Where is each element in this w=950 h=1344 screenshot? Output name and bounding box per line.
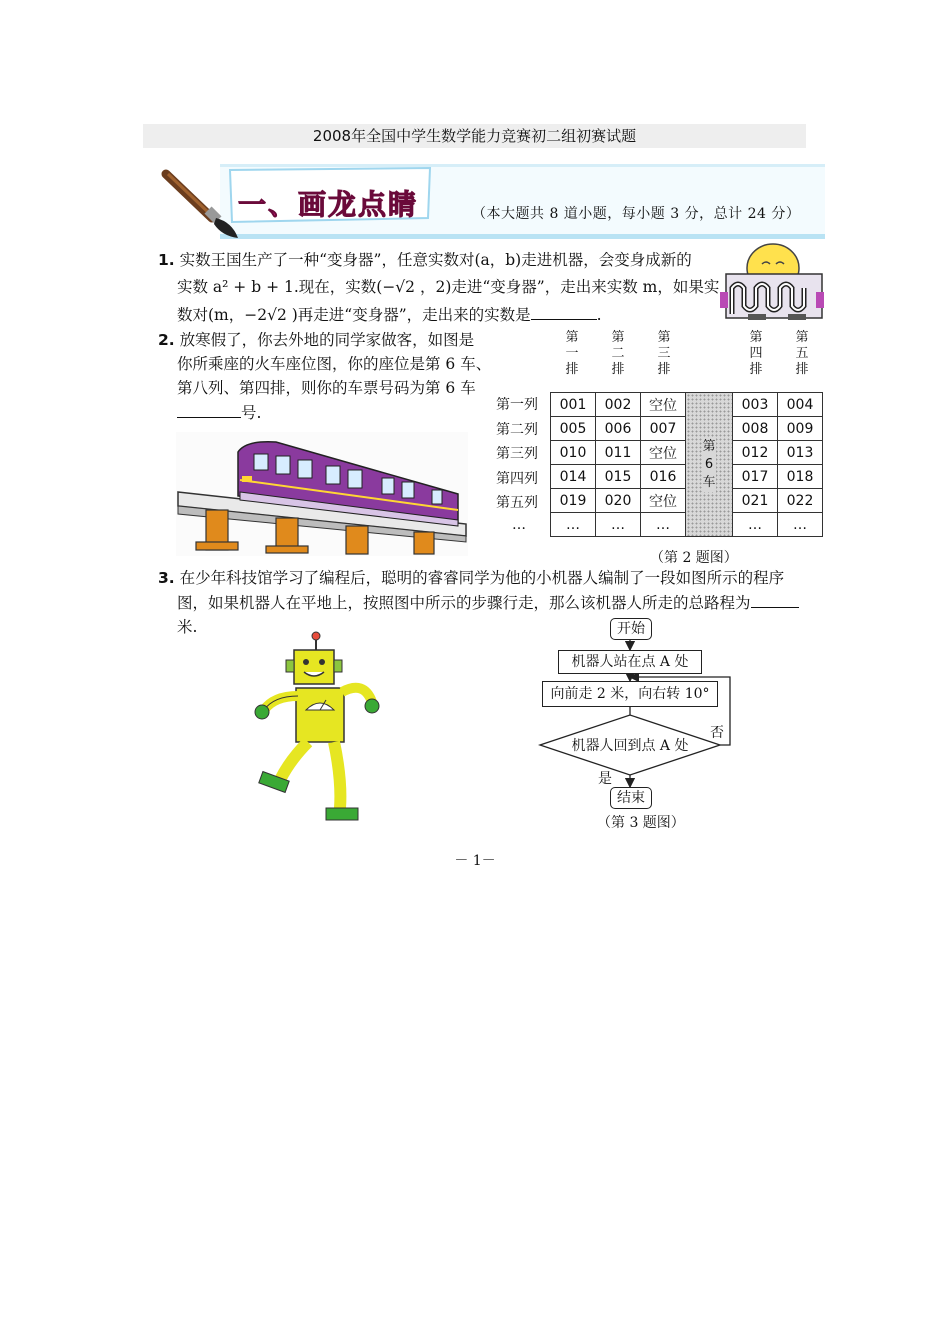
seat-cell: 003 (733, 393, 778, 417)
q3-line3: 米. (177, 618, 198, 636)
seat-col-header-char: 四 (749, 346, 763, 361)
page-number: － 1－ (454, 853, 496, 869)
robot-illustration (250, 630, 384, 830)
seat-cell: 007 (641, 417, 686, 441)
q2-text-1: 放寒假了，你去外地的同学家做客，如图是 (179, 331, 475, 349)
q3-answer-blank[interactable] (751, 590, 799, 608)
flowchart-yes-label: 是 (598, 771, 612, 787)
seat-col-header-char: 三 (657, 346, 671, 361)
seat-cell: 019 (551, 489, 596, 513)
seat-row (551, 393, 823, 417)
seat-cell: 009 (778, 417, 823, 441)
flowchart-step-stand-at-a: 机器人站在点 A 处 (558, 650, 702, 674)
q1-answer-blank[interactable] (531, 302, 597, 320)
seat-cell: 021 (733, 489, 778, 513)
seat-cell: 004 (778, 393, 823, 417)
flowchart-no-label: 否 (710, 725, 724, 741)
seat-cell: … (596, 513, 641, 537)
q1-text-3: 数对(m，−2√2 )再走进“变身器”，走出来的实数是 (177, 306, 531, 324)
aisle-label: 第6车 (702, 438, 716, 490)
seat-col-header-char: 第 (795, 330, 809, 345)
seat-row-label: … (512, 516, 526, 533)
q1-line3 (177, 302, 602, 329)
seat-cell: 017 (733, 465, 778, 489)
seat-cell: 013 (778, 441, 823, 465)
q3-line2 (177, 590, 799, 617)
seat-chart (496, 330, 828, 570)
seat-col-header (792, 330, 812, 378)
flowchart-step-walk-turn: 向前走 2 米，向右转 10° (542, 681, 718, 707)
aisle-car-6 (686, 393, 733, 537)
seat-col-header-char: 五 (795, 346, 809, 361)
q3-number: 3. (158, 569, 175, 587)
seat-cell: 022 (778, 489, 823, 513)
q3-text-2: 图，如果机器人在平地上，按照图中所示的步骤行走，那么该机器人所走的总路程为 (177, 594, 751, 612)
seat-cell: 016 (641, 465, 686, 489)
q1-line1 (158, 247, 692, 274)
q2-number: 2. (158, 331, 175, 349)
seat-cell: 020 (596, 489, 641, 513)
seat-col-header-char: 排 (657, 362, 671, 377)
seat-col-header-char: 排 (795, 362, 809, 377)
seat-col-header (608, 330, 628, 378)
transformer-machine-illustration (718, 240, 826, 324)
flowchart-start: 开始 (610, 618, 652, 640)
q2-text-end: 号. (241, 404, 262, 422)
section-heading: 一、画龙点睛 (238, 188, 419, 221)
seat-row-label: 第一列 (496, 397, 538, 413)
seat-col-header-char: 排 (565, 362, 579, 377)
seat-cell: 015 (596, 465, 641, 489)
doc-title: 2008年全国中学生数学能力竞赛初二组初赛试题 (143, 124, 806, 148)
seat-col-header (654, 330, 674, 378)
section-note: （本大题共 8 道小题，每小题 3 分，总计 24 分） (472, 206, 801, 222)
q1-text-1: 实数王国生产了一种“变身器”，任意实数对(a，b)走进机器，会变身成新的 (179, 251, 692, 269)
seat-col-header-char: 一 (565, 346, 579, 361)
seat-cell: 006 (596, 417, 641, 441)
seat-col-header-char: 第 (565, 330, 579, 345)
seat-cell: 011 (596, 441, 641, 465)
q3-text-1: 在少年科技馆学习了编程后，聪明的睿睿同学为他的小机器人编制了一段如图所示的程序 (179, 569, 785, 587)
flowchart-connectors (538, 615, 738, 815)
seat-col-header (746, 330, 766, 378)
q2-line1 (158, 327, 474, 354)
q2-answer-blank[interactable] (177, 400, 241, 418)
seat-cell: … (641, 513, 686, 537)
seat-col-header-char: 第 (611, 330, 625, 345)
q2-figure-caption: （第 2 题图） (650, 550, 738, 566)
seat-row-label: 第二列 (496, 421, 538, 438)
seat-cell: 010 (551, 441, 596, 465)
flowchart-decision: 机器人回到点 A 处 (571, 738, 689, 754)
seat-cell: 005 (551, 417, 596, 441)
train-illustration (176, 432, 468, 556)
seat-cell: 002 (596, 393, 641, 417)
flowchart-end: 结束 (610, 787, 652, 809)
seat-cell: … (551, 513, 596, 537)
seat-row-label: 第四列 (496, 470, 538, 487)
seat-cell: 014 (551, 465, 596, 489)
q1-number: 1. (158, 251, 175, 269)
seat-row-label: 第三列 (496, 446, 538, 462)
seat-cell: … (778, 513, 823, 537)
q2-line2: 你所乘座的火车座位图，你的座位是第 6 车、 (177, 355, 492, 373)
seat-col-header-char: 排 (749, 362, 763, 377)
q1-text-end: . (596, 306, 602, 324)
seat-col-header-char: 第 (657, 330, 671, 345)
seat-table (550, 392, 823, 537)
q2-line3: 第八列、第四排，则你的车票号码为第 6 车 (177, 379, 476, 397)
seat-cell: … (733, 513, 778, 537)
seat-cell: 018 (778, 465, 823, 489)
seat-col-header-char: 二 (611, 346, 625, 361)
seat-row-label: 第五列 (496, 495, 538, 511)
seat-cell: 008 (733, 417, 778, 441)
seat-cell: 空位 (641, 393, 686, 417)
q1-line2: 实数 a² + b + 1.现在，实数(−√2 ，2)走进“变身器”，走出来实数 m，如果实 (177, 278, 720, 296)
q3-line1 (158, 565, 784, 592)
seat-cell: 空位 (641, 441, 686, 465)
q2-line4 (177, 400, 261, 427)
seat-col-header (562, 330, 582, 378)
seat-cell: 012 (733, 441, 778, 465)
seat-cell: 001 (551, 393, 596, 417)
seat-col-header-char: 第 (749, 330, 763, 345)
q3-figure-caption: （第 3 题图） (597, 815, 685, 831)
seat-col-header-char: 排 (611, 362, 625, 377)
seat-cell: 空位 (641, 489, 686, 513)
